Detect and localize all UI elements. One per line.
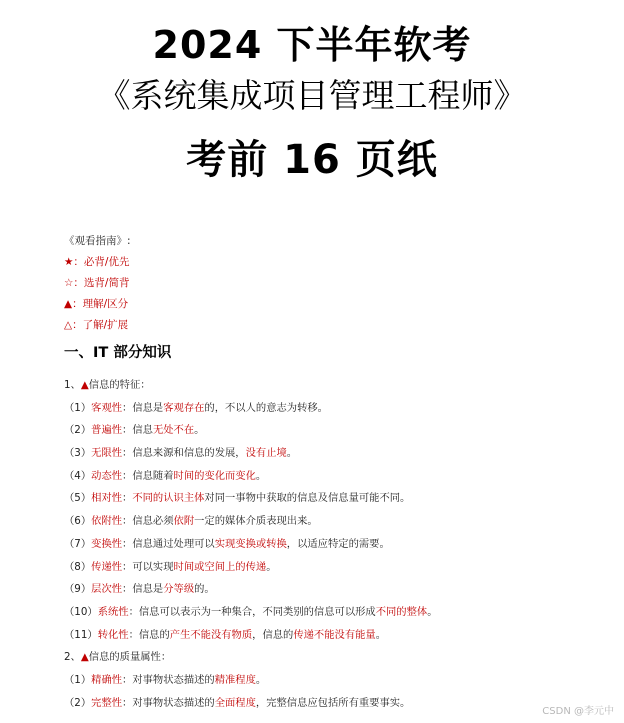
item-text: 。: [266, 560, 277, 573]
item-text: ：信息必须: [122, 515, 174, 528]
item-term: 系统性: [97, 605, 129, 618]
subsection-heading: [64, 374, 438, 397]
guide-heading: 《观看指南》:: [64, 235, 131, 247]
guide-item-text: ：了解/扩展: [72, 319, 129, 331]
list-item: [64, 510, 438, 533]
item-highlight: 分等级: [163, 583, 195, 596]
list-item: [64, 624, 438, 647]
item-text: ：可以实现: [122, 560, 174, 573]
list-item: [64, 442, 438, 465]
item-text: ，信息的: [252, 628, 294, 641]
watermark: CSDN @李元中: [542, 706, 614, 717]
item-number: （2）: [64, 696, 92, 709]
content-list: [64, 374, 438, 714]
item-text: ：: [122, 492, 133, 505]
item-text: 。: [286, 447, 298, 460]
subsection-text: 信息的特征：: [88, 379, 151, 391]
title-line-2: 《系统集成项目管理工程师》: [97, 76, 527, 115]
item-text: ：信息是: [122, 583, 164, 596]
item-text: 。: [255, 673, 267, 686]
subsection-heading: [64, 646, 438, 669]
guide-item-text: ：理解/区分: [72, 298, 129, 310]
item-highlight: 依附: [173, 515, 195, 528]
item-term: 传递性: [91, 560, 123, 573]
item-term: 客观性: [91, 401, 123, 414]
filled-triangle-icon: ▲: [80, 379, 89, 391]
list-item: [64, 578, 438, 601]
guide-item: [64, 273, 131, 294]
list-item: [64, 419, 438, 442]
list-item: [64, 692, 438, 715]
item-text: 。: [255, 469, 267, 482]
item-text: 。: [194, 424, 205, 437]
item-number: （1）: [64, 673, 92, 686]
subsection-number: 1、: [64, 379, 81, 391]
item-text: 。: [375, 628, 387, 641]
item-number: （3）: [64, 447, 92, 460]
item-term: 转化性: [97, 628, 129, 641]
item-text: 对同一事物中获取的信息及信息量可能不同。: [204, 492, 411, 505]
item-text: ，以适应特定的需要。: [286, 537, 390, 550]
item-number: （2）: [64, 424, 92, 437]
list-item: [64, 669, 438, 692]
item-term: 层次性: [91, 583, 123, 596]
item-text: ：信息是: [122, 401, 164, 414]
item-highlight: 全面程度: [214, 696, 256, 709]
item-highlight: 不同的认识主体: [132, 492, 205, 505]
guide-item-text: ：必背/优先: [73, 256, 130, 268]
list-item: [64, 487, 438, 510]
item-highlight: 传递不能没有能量: [293, 628, 376, 641]
item-text: 。: [427, 605, 438, 618]
item-term: 无限性: [91, 447, 123, 460]
item-highlight: 不同的整体: [375, 605, 428, 618]
filled-star-icon: ★: [64, 256, 74, 268]
item-highlight: 精准程度: [214, 673, 256, 686]
item-number: （8）: [64, 560, 92, 573]
item-text: ：信息的: [128, 628, 170, 641]
item-number: （9）: [64, 583, 92, 596]
item-text: ：信息通过处理可以: [122, 537, 215, 550]
subsection-number: 2、: [64, 651, 81, 664]
list-item: [64, 397, 438, 420]
item-number: （11）: [64, 628, 98, 641]
item-text: 一定的媒体介质表现出来。: [194, 515, 318, 528]
item-term: 相对性: [91, 492, 123, 505]
list-item: [64, 556, 438, 579]
filled-triangle-icon: ▲: [80, 651, 89, 664]
filled-triangle-icon: ▲: [64, 298, 73, 310]
item-number: （10）: [64, 605, 98, 618]
item-number: （5）: [64, 492, 92, 505]
item-text: ：信息可以表示为一种集合，不同类别的信息可以形成: [128, 605, 376, 618]
guide-item: [64, 294, 131, 315]
list-item: [64, 601, 438, 624]
guide-item-text: ：选背/简背: [73, 277, 130, 289]
item-term: 精确性: [91, 673, 123, 686]
item-highlight: 时间的变化而变化: [173, 469, 256, 482]
section-title: 一、IT 部分知识: [64, 345, 172, 361]
item-term: 普遍性: [91, 424, 123, 437]
item-text: ，完整信息应包括所有重要事实。: [255, 696, 411, 709]
item-text: ：对事物状态描述的: [122, 673, 215, 686]
item-text: ：对事物状态描述的: [122, 696, 215, 709]
outline-star-icon: ☆: [64, 277, 74, 289]
item-term: 完整性: [91, 696, 123, 709]
item-number: （7）: [64, 537, 92, 550]
item-text: ：信息来源和信息的发展，: [122, 447, 246, 460]
item-term: 动态性: [91, 469, 123, 482]
viewing-guide: [64, 231, 131, 336]
list-item: [64, 533, 438, 556]
item-text: 的。: [194, 583, 215, 596]
item-text: ：信息: [122, 424, 153, 437]
title-line-3: 考前 16 页纸: [186, 137, 438, 183]
item-term: 依附性: [91, 515, 123, 528]
item-highlight: 产生不能没有物质: [169, 628, 253, 641]
item-term: 变换性: [91, 537, 123, 550]
title-line-1: 2024 下半年软考: [152, 23, 472, 67]
guide-item: [64, 315, 131, 336]
item-text: ：信息随着: [122, 469, 174, 482]
list-item: [64, 465, 438, 488]
item-number: （4）: [64, 469, 92, 482]
outline-triangle-icon: △: [64, 319, 73, 331]
item-number: （6）: [64, 515, 92, 528]
item-highlight: 没有止境: [245, 447, 287, 460]
item-text: 的，不以人的意志为转移。: [204, 401, 328, 414]
subsection-text: 信息的质量属性：: [88, 651, 172, 664]
item-highlight: 时间或空间上的传递: [173, 560, 267, 573]
guide-item: [64, 252, 131, 273]
item-highlight: 无处不在: [152, 424, 195, 437]
item-number: （1）: [64, 401, 92, 414]
item-highlight: 实现变换或转换: [214, 537, 287, 550]
item-highlight: 客观存在: [163, 401, 205, 414]
